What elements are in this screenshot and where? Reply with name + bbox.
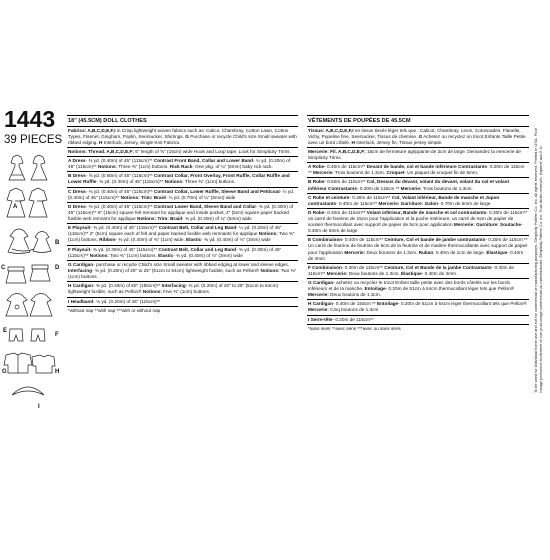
row-heading: Mercerie: Fil. A,B,C,D,E,F; <box>308 148 366 154</box>
row-text: - One pkg. of ¼" (6mm) baby rick rack. <box>192 164 273 170</box>
row-heading: B Dress <box>68 173 86 179</box>
row-text: Five ⅜" (1cm) buttons <box>161 289 209 295</box>
row-text: un carré de feutrine de 15cm pour l'application et la poche intérieure, un carré de 5cm de papier de soutien thermocollant avec support de papier de 5cm pour application <box>308 216 514 228</box>
english-footnote: *without nap **with nap ***with or without nap <box>68 307 161 313</box>
row-heading: D Robe <box>308 210 325 216</box>
row-text: - ½ yd. (0.40m) of 45" (115cm)** <box>68 188 295 200</box>
row-text: - ⅜ yd. (0.30m) of 45" (115cm)** <box>96 179 164 185</box>
row-text: - 0.40m de 3mm <box>308 249 524 261</box>
table-row <box>307 300 529 315</box>
row-heading: Entoilage <box>363 286 386 292</box>
row-heading: Mercerie: Garniture: Galon <box>377 200 438 206</box>
row-text: - Un paquet de croquet fin de 6mm. <box>404 170 479 176</box>
row-heading: Notions: Thread. A,B,C,D,E,F; <box>68 148 134 154</box>
row-text: - 0.40m de 6mm de large <box>308 222 523 234</box>
row-heading: Contrast Front Band, Collar and Lower Band <box>152 158 254 164</box>
table-row <box>307 264 529 279</box>
row-heading: Elastic <box>158 252 174 258</box>
row-heading: G Cardigan <box>68 261 94 267</box>
row-text: - 0.30m de 115cm** <box>308 264 514 276</box>
table-row <box>67 282 298 297</box>
row-text: 6" length of ⅝" (15cm) wide Hook and Loop tape. Look for Simplicity Trims. <box>133 148 291 154</box>
row-text: Three ⅜" (1cm) buttons. <box>116 164 170 170</box>
row-heading: Fabrics: A,B,C,D,E,F,I <box>68 127 116 133</box>
view-a-apron-sketch <box>7 188 47 217</box>
table-row <box>67 188 298 203</box>
view-label-c: C <box>1 265 6 271</box>
row-text: Deux boutons de 1.3cm. <box>365 249 419 255</box>
row-text: - ⅜ yd. (0.40m) of 45" (115cm)** <box>85 204 153 209</box>
row-heading: Contrast Belt, Collar and Leg Band <box>157 246 237 252</box>
row-text: Trois boutons de 1.3cm. <box>333 170 387 176</box>
row-text: Deux boutons de 1.3cm. <box>328 292 381 298</box>
row-text: - ⅜ yd. (0.40m) of ⅛" (3mm) wide <box>201 237 271 243</box>
row-heading: Interfacing <box>160 283 186 289</box>
row-heading: H <box>351 139 355 145</box>
row-heading: A Dress <box>68 158 86 164</box>
row-heading: Elastic <box>186 237 202 243</box>
table-row <box>67 148 298 157</box>
view-label-a: A <box>13 204 18 210</box>
row-text: - ⅜ yd. (0.30m) of 45" (115cm)** <box>90 246 158 252</box>
row-text: - ¼ yd. (0.20m) of 45" (115cm)** <box>68 158 291 170</box>
row-text: 6" (15cm) square felt remnant for applique and inside pocket, 2" (5cm) square paper backed fusible web remnant for applique <box>68 210 289 222</box>
table-row <box>307 163 529 178</box>
row-heading: E Combinaison <box>308 237 343 243</box>
row-text: - ⅜ yd. (0.40m) of 45" (115cm)** <box>90 225 158 231</box>
row-heading: Devant de bande, col et bande inférieure Contrastants <box>365 164 487 170</box>
row-text: - 0.40m de 150cm ** <box>333 301 376 307</box>
view-g-h-sketch <box>4 353 55 373</box>
row-text: Trois boutons de 1.3cm. <box>421 185 473 191</box>
row-text: - 0.20m de 115cm ** <box>308 164 525 176</box>
table-row <box>307 148 529 163</box>
row-heading: A Robe <box>308 164 325 170</box>
row-heading: H <box>99 139 103 145</box>
row-heading: C Robe et ceinture <box>308 194 350 200</box>
left-column <box>0 106 63 412</box>
row-text: - 0.20m de 115cm ** <box>485 237 528 243</box>
table-row <box>67 298 298 307</box>
row-text: - ⅜ yd. (0.40m) of 45" (115cm)** <box>85 158 153 164</box>
french-table-header: VÊTEMENTS DE POUPÉES DE 45.5CM <box>307 116 529 127</box>
row-heading: Notions: Trim: Braid <box>119 194 166 200</box>
legal-notice <box>533 115 549 393</box>
row-text: - ⅛ yd. (0.20m) of 45" (115cm)** <box>93 298 161 304</box>
row-text: Deux boutons de 1.3cm. <box>347 270 401 276</box>
row-text: - ⅜ yd. (0.40m) of ¼" (6mm) wide <box>182 216 252 222</box>
row-heading: E Playsuit <box>68 225 91 231</box>
view-e-f-sketch <box>9 329 45 341</box>
french-table-rows <box>307 127 529 325</box>
row-text: - 0.20m de 115cm** <box>332 316 374 322</box>
row-text: - ⅝ yd. (0.60m) of 45" (115cm)** <box>85 173 153 179</box>
table-row <box>307 209 529 236</box>
row-text: - 0.40m de 115cm** <box>349 194 391 200</box>
row-heading: Mercerie: <box>343 249 366 255</box>
view-label-b: B <box>55 240 60 246</box>
row-heading: Notions: <box>141 289 162 295</box>
view-c-sketch <box>6 265 50 283</box>
view-label-f: F <box>55 332 59 338</box>
row-heading: Élastique <box>400 270 422 276</box>
row-heading: Mercerie: <box>399 185 422 191</box>
row-heading: Mercerie: <box>308 292 329 298</box>
table-row <box>67 203 298 224</box>
row-heading: Contrast Belt, Collar and Leg Band <box>157 225 237 231</box>
row-heading: Ceinture, Col et Bande de la jambe Contrastants <box>382 264 492 270</box>
row-text: - achetez ou recyclez le tricot Enfant taille petite avec des bords côtelés sur les bords inférieurs et de la manche. <box>308 280 510 292</box>
row-text: Two ⅜" (1cm) buttons. <box>108 252 159 258</box>
table-row <box>307 127 529 148</box>
view-a-sketch <box>9 155 47 180</box>
row-heading: Volant inférieur, Bande de manche et col contrastants <box>365 210 487 216</box>
row-heading: Tissus: A,B,C,D,E,F,I <box>308 127 354 133</box>
row-text: - 0.40m de 115cm** <box>336 200 378 206</box>
row-heading: C Dress <box>68 188 86 194</box>
row-heading: Mercerie: <box>308 307 329 313</box>
row-text: - ¾ yd. (0.70m) of ¼" (6mm) wide <box>165 194 236 200</box>
row-text: : 0.40m de 1cm de large. <box>433 249 487 255</box>
row-heading: G Cardigan <box>308 280 334 286</box>
row-text: - ⅜ yd. (0.30m) of 45" (115cm)** <box>68 204 294 216</box>
row-text: Interlock, Jersey fin, Tissus jersey simple. <box>354 139 443 145</box>
row-heading: B Robe <box>308 179 325 185</box>
table-row <box>67 224 298 245</box>
row-text: - 0.30m de 115cm** <box>486 210 528 216</box>
row-text: in Crisp lightweight woven fabrics such as: Calico, Chambray, Cotton Lawn, Cotton Types, Flannel, Gingham, Poplin, Seersucker, Shirtings. <box>68 127 289 139</box>
row-heading: Mercerie: <box>311 170 334 176</box>
view-b-sketch <box>8 229 51 254</box>
view-label-e: E <box>3 328 8 334</box>
row-heading: Notions: <box>257 231 278 237</box>
row-text: - 0.30m de 115cm** <box>341 264 383 270</box>
row-heading: Mercerie: <box>325 270 348 276</box>
row-heading: Contrast Collar, Front Overlay, Front Ruffle, Collar Ruffle and Lower Ruffle <box>68 173 290 185</box>
row-text: Interlock, Jersey, Single Knit Fabrics. <box>102 139 181 145</box>
row-text: - ⅜ yd. (0.20m) of 20" to 25" (51cm to 64cm) lightweight fusible, such as Pellon® <box>91 267 260 273</box>
row-heading: F Playsuit <box>68 246 91 252</box>
piece-count: 39 PIECES <box>4 134 63 146</box>
row-heading: Col, Dessus du devant, volant du devant, volant du col et volant inférieur Contrastants <box>308 179 510 191</box>
row-text: Purchase or recycle Child's size Small sweater with ribbed edging. <box>68 133 297 145</box>
row-heading: F Combinaison <box>308 264 342 270</box>
table-row <box>67 127 298 148</box>
view-label-g: G <box>2 369 7 375</box>
row-heading: Notions: <box>259 267 280 273</box>
row-heading: Interfacing <box>68 267 92 273</box>
row-heading: Notions: Trim: Braid <box>135 216 183 222</box>
row-heading: Notions: <box>163 179 184 185</box>
row-text: 15cm de fermeture agrippante de 2cm de large. Demandez la mercerie de Simplicity Trims. <box>308 148 521 160</box>
row-text: - 0.30m de 115cm ** <box>356 185 400 191</box>
row-text: - 0.20m de 51cm à 64cm thermocollant léger tels que Pellon® <box>385 286 515 292</box>
row-text: - ⅜ yd. (0.40m) of ⅛" (3mm) wide <box>173 252 243 258</box>
row-heading: G <box>418 133 423 139</box>
table-row <box>67 172 298 187</box>
row-heading: Notions: <box>96 164 117 170</box>
row-heading: Col, Volant inférieur, Bande de manche et Jupon contrastants <box>308 194 500 206</box>
row-heading: Mercerie: Garniture: Soutache <box>452 222 522 228</box>
row-heading: G <box>185 133 189 139</box>
row-heading: Ceinture, Col et bande de jambe contrastants <box>383 237 486 243</box>
row-text: - 0.40m de 115cm** <box>324 164 366 170</box>
row-text: - ¼ yd. (0.20m) of 45" (115cm)** <box>68 225 282 237</box>
view-label-i: I <box>38 404 40 410</box>
row-heading: Contrast Collar, Lower Ruffle, Sleeve Band and Petticoat <box>152 188 280 194</box>
row-heading: Notions: <box>88 252 109 258</box>
table-row <box>307 194 529 209</box>
row-heading: I Headband <box>68 298 94 304</box>
row-text: Cinq boutons de 1.3cm <box>328 307 379 313</box>
view-label-h: H <box>55 369 60 375</box>
row-text: - 0.20m de 51cm à 64cm léger thermocollant tels que Pellon® <box>398 301 527 307</box>
row-heading: Croquet <box>386 170 405 176</box>
row-text: 2" (5cm) square each of felt and paper backed fusible web remnants for applique <box>88 231 258 237</box>
row-text: - 0.60m de 115cm** <box>324 179 366 185</box>
row-text: - 0.70m de 6mm de large. <box>437 200 492 206</box>
row-text: Three ⅜" (1cm) buttons. <box>183 179 236 185</box>
row-text: - 0.40m de 115cm** <box>342 237 384 243</box>
view-label-d: D <box>55 265 60 271</box>
row-text: Two ⅜" (1cm) buttons. <box>68 231 295 243</box>
row-text: - ⅜ yd. (0.40m) of 45" (115cm)** <box>85 188 153 194</box>
view-d-sketch <box>6 294 52 317</box>
table-row <box>307 236 529 263</box>
row-text: Two ⅜" (1cm) buttons. <box>68 267 297 280</box>
row-heading: I Serre-tête <box>308 316 333 322</box>
row-text: Un carré de feutrine de feutrine de 5cm de la feutrine et de matière thermocollante avec support de papier pour l'application <box>308 243 528 255</box>
row-heading: H Cardigan <box>308 301 334 307</box>
view-sketches <box>2 151 56 409</box>
english-table-header: 18" (45.5CM) DOLL CLOTHES <box>67 116 298 127</box>
row-heading: Élastique <box>486 249 508 255</box>
table-row <box>307 279 529 300</box>
row-text: - ⅜ yd. (0.30m) of 45" (115cm)** <box>68 246 282 258</box>
table-row <box>307 178 529 193</box>
row-text: - ⅜ yd. (0.40m) of ⅜" (1cm) wide. <box>115 237 187 243</box>
row-text: - ⅜ yd. (0.40m) of 60" (150cm)** <box>93 283 161 289</box>
table-row <box>307 316 529 325</box>
view-i-sketch <box>12 387 44 395</box>
table-row <box>67 246 298 261</box>
row-heading: H Cardigan <box>68 283 94 289</box>
pattern-number: 1443 <box>4 106 56 132</box>
row-text: - purchase or recycle Child's size Small sweater with ribbed edging at lower and sleeve edges. <box>93 261 290 267</box>
english-yardage-table <box>67 115 298 315</box>
row-text: - ⅜ yd. (0.20m) of 20" to 25" (51cm to 64cm) lightweight fusible, such as Pellon® <box>68 283 279 295</box>
row-heading: Rick Rack <box>169 164 193 170</box>
row-text: - 0.40m de 115cm** <box>324 210 366 216</box>
french-footnote: *sans sens **avec sens ***avec ou sans sens <box>308 325 401 331</box>
french-yardage-table <box>307 115 529 333</box>
english-table-rows <box>67 127 298 307</box>
row-text: Achetez ou recyclez un tricot Enfants Taille Petite avec un bord côtelé. <box>308 133 526 145</box>
row-heading: Contrast Lower Band, Sleeve Band and Collar <box>152 204 257 209</box>
row-text: - 0.40m de 3mm. <box>421 270 458 276</box>
row-heading: D Dress <box>68 204 86 209</box>
legal-notice-text: To be used for individual home use and not for commercial or manufacturing purposes. Simplicity Pattern Co. Inc. All rights reserved. Printed in USA. Pour l'usage personnel seulement et non pour usage commercial ou manufacturier. Simplicity Pattern Co. Inc. Tous droits réservés. Imprimé aux E.U. <box>533 128 543 393</box>
table-row <box>67 157 298 172</box>
row-heading: Ruban <box>418 249 434 255</box>
row-heading: Entoilage <box>375 301 399 307</box>
table-row <box>67 261 298 282</box>
row-text: en tissus tissés léger tels que : Calicot, Chambray, Linon, Cotonnades, Flanelle, Vichy, Popeline fine, Seersucker, Tissus de chemise. <box>308 127 521 139</box>
row-heading: Ribbon <box>99 237 116 243</box>
